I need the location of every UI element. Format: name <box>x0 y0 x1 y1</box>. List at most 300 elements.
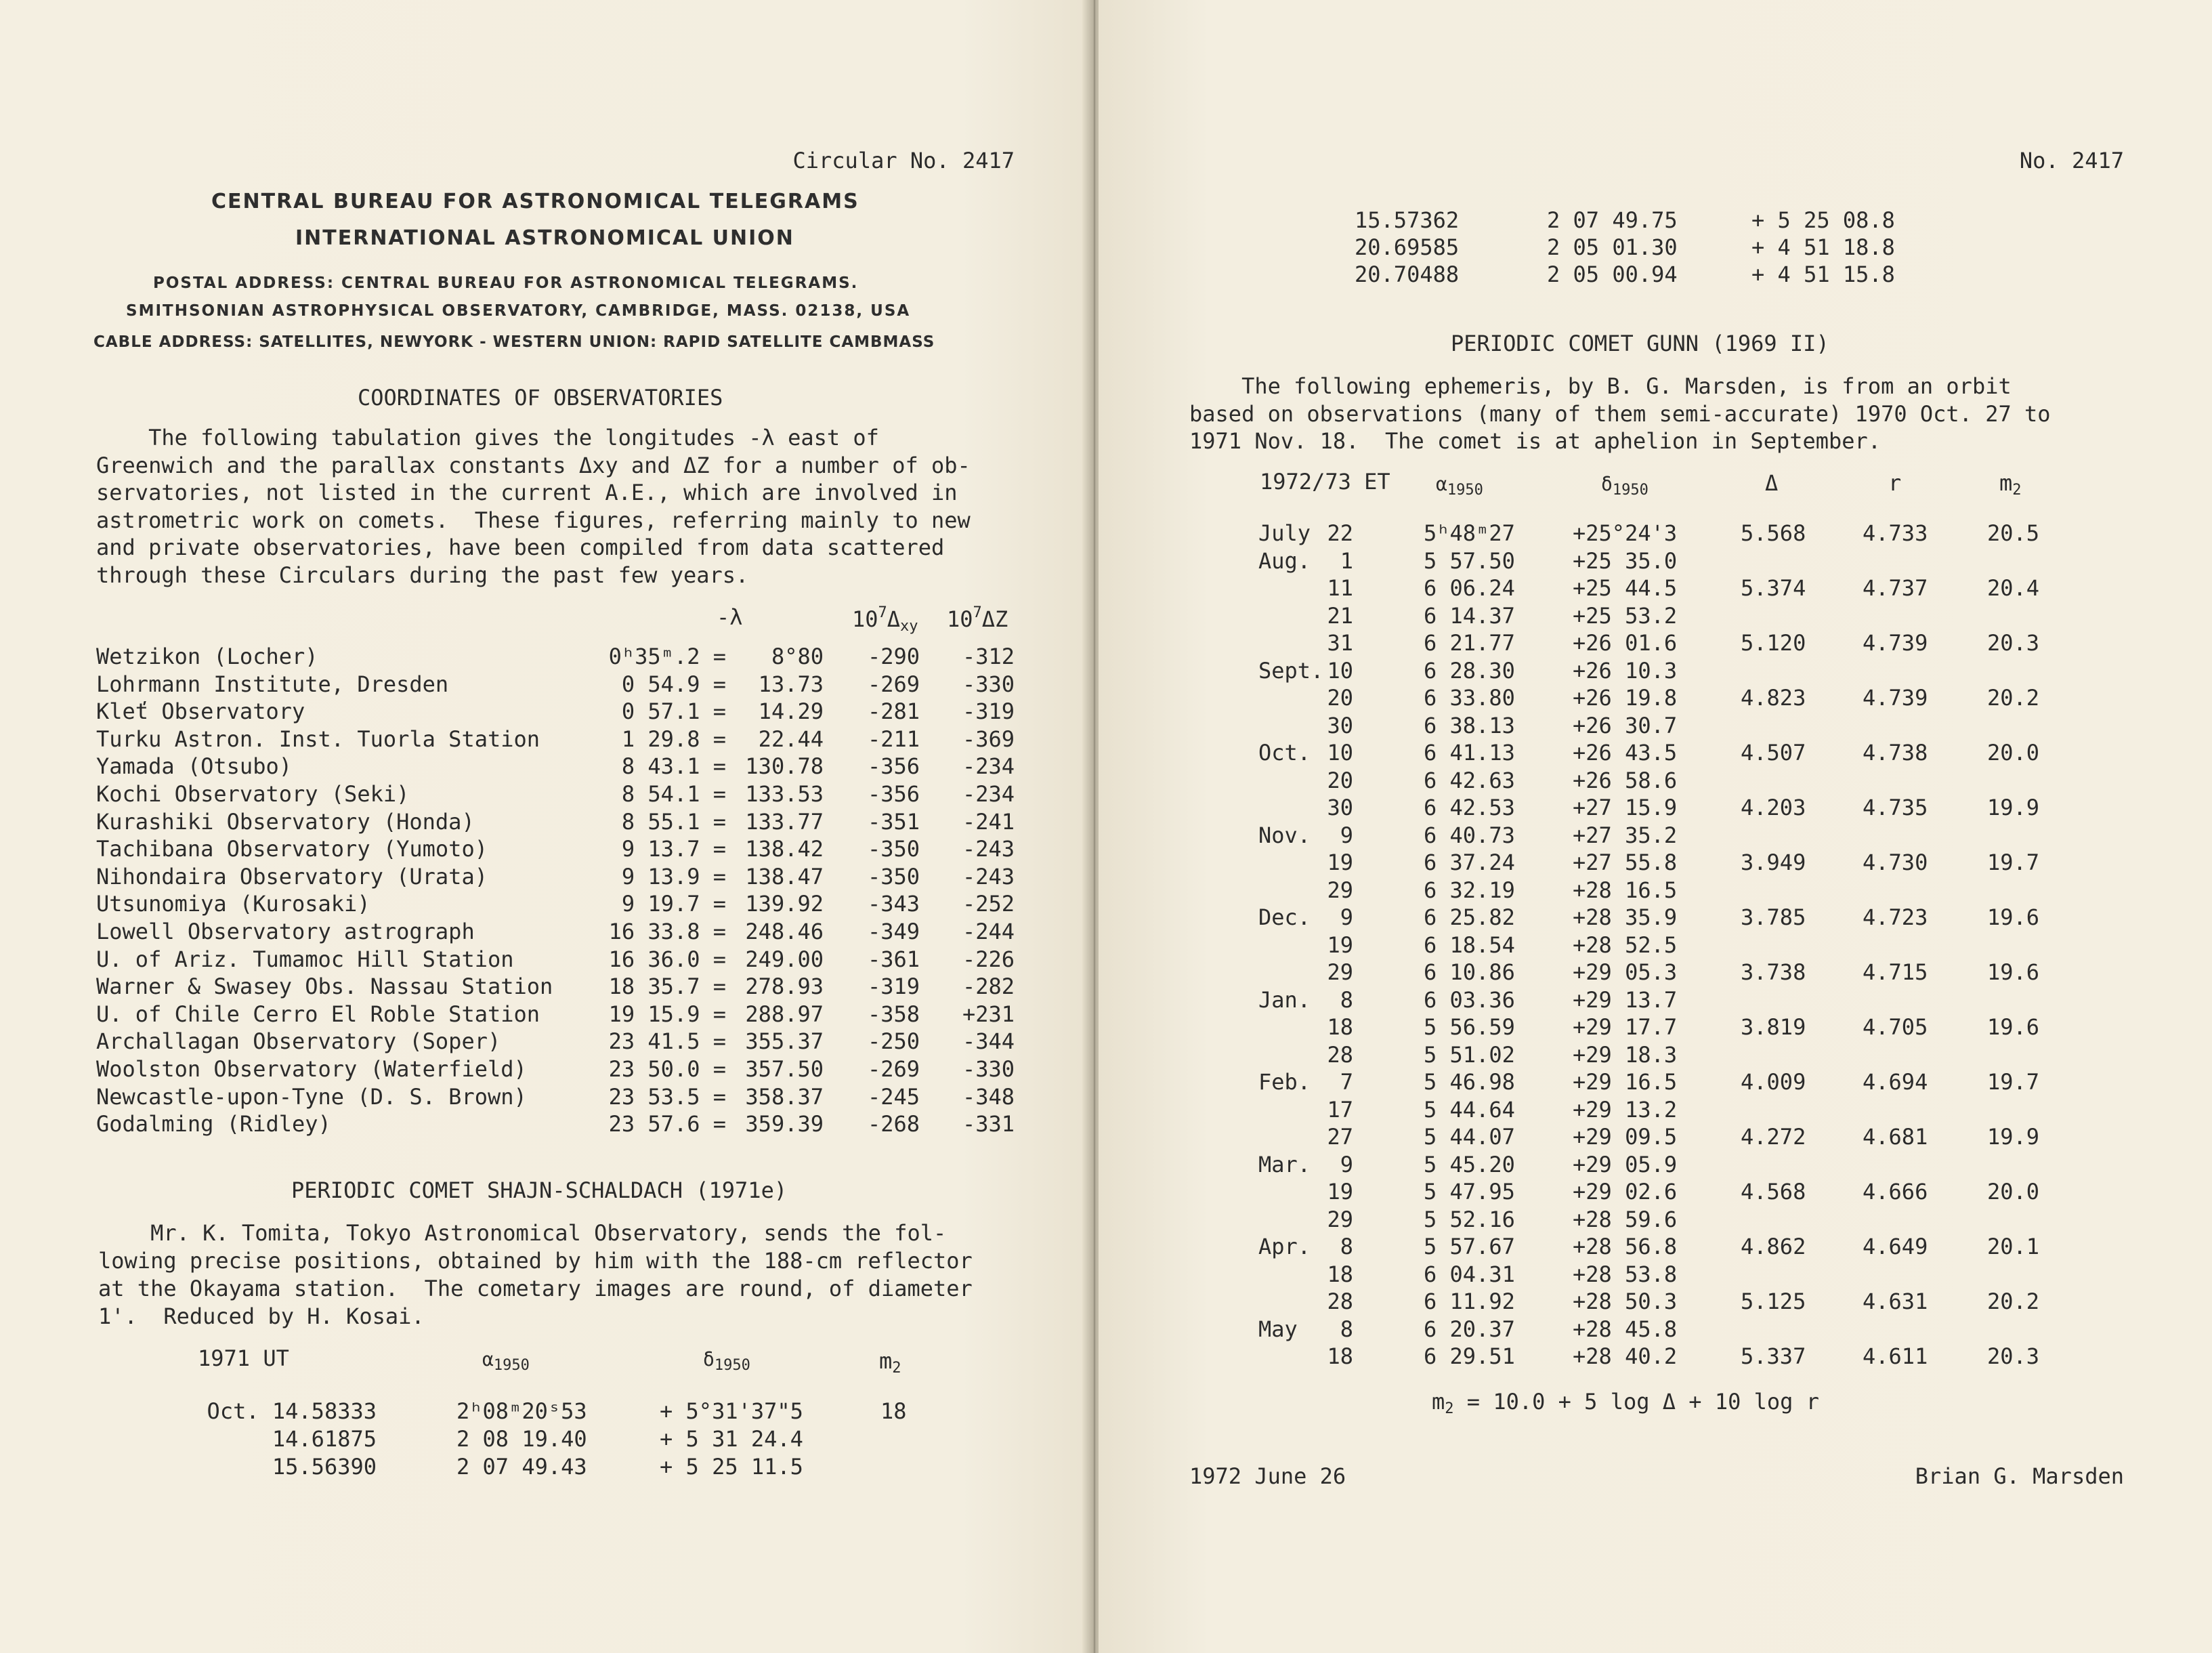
shajn-paragraph <box>98 1219 973 1331</box>
day: 19 <box>1327 932 1353 958</box>
magnitude: 19.6 <box>1987 959 2040 985</box>
shajn-head-mag: $m_2$ <box>879 1348 901 1377</box>
table-row <box>1099 685 2212 712</box>
observation-time: 20.69585 <box>1355 234 1460 260</box>
longitude-degrees: 357.50 <box>745 1056 824 1082</box>
bureau-title: CENTRAL BUREAU FOR ASTRONOMICAL TELEGRAMS <box>211 190 859 213</box>
right-ascension: 5 45.20 <box>1424 1152 1515 1177</box>
declination: +29 05.3 <box>1573 959 1678 985</box>
observatory-name: Tachibana Observatory (Yumoto) <box>96 836 488 862</box>
longitude-degrees: 13.73 <box>758 671 824 697</box>
day: 10 <box>1327 658 1353 684</box>
declination: +27 15.9 <box>1573 795 1678 820</box>
table-row <box>1099 1069 2212 1096</box>
table-row <box>1099 575 2212 602</box>
day: 18 <box>1327 1014 1353 1040</box>
table-row <box>0 726 1092 753</box>
right-ascension: 6 41.13 <box>1424 740 1515 766</box>
table-row <box>0 1454 1092 1481</box>
table-row <box>1099 713 2212 740</box>
right-ascension: 5 46.98 <box>1424 1069 1515 1095</box>
longitude-degrees: 138.42 <box>745 836 824 862</box>
geocentric-distance: 4.009 <box>1741 1069 1806 1095</box>
parallax-dxy: -250 <box>867 1028 920 1054</box>
observatory-name: Lohrmann Institute, Dresden <box>96 671 449 697</box>
heliocentric-distance: 4.705 <box>1863 1014 1928 1040</box>
shajn-head-delta: $\delta_{1950}$ <box>703 1348 750 1374</box>
table-row <box>0 919 1092 946</box>
geocentric-distance: 4.862 <box>1741 1234 1806 1259</box>
gunn-title: PERIODIC COMET GUNN (1969 II) <box>1451 331 1829 356</box>
geocentric-distance: 4.272 <box>1741 1124 1806 1150</box>
table-row <box>0 836 1092 863</box>
heliocentric-distance: 4.631 <box>1863 1289 1928 1314</box>
col-head-dxy: $10^7\Delta_{xy}$ <box>852 604 918 635</box>
table-row <box>1099 1042 2212 1069</box>
heliocentric-distance: 4.735 <box>1863 795 1928 820</box>
table-row <box>1099 932 2212 959</box>
table-row <box>1099 630 2212 657</box>
month: Jan. <box>1258 987 1311 1013</box>
shajn-head-alpha: $\alpha_{1950}$ <box>482 1348 530 1374</box>
heliocentric-distance: 4.611 <box>1863 1343 1928 1369</box>
magnitude: 20.2 <box>1987 685 2040 711</box>
right-ascension: 6 04.31 <box>1424 1261 1515 1287</box>
right-ascension: 2 08 19.40 <box>456 1426 587 1452</box>
longitude-degrees: 133.77 <box>745 809 824 835</box>
right-ascension: 6 42.53 <box>1424 795 1515 820</box>
right-ascension: 6 32.19 <box>1424 877 1515 903</box>
geocentric-distance: 4.507 <box>1741 740 1806 766</box>
longitude-degrees: 355.37 <box>745 1028 824 1054</box>
parallax-dxy: -269 <box>867 1056 920 1082</box>
observatories-paragraph-line: astrometric work on comets. These figures, referring mainly to new <box>96 507 971 533</box>
declination: +26 19.8 <box>1573 685 1678 711</box>
right-ascension: 6 10.86 <box>1424 959 1515 985</box>
day: 7 <box>1340 1069 1353 1095</box>
geocentric-distance: 4.203 <box>1741 795 1806 820</box>
day: 19 <box>1327 1179 1353 1205</box>
parallax-dz: -330 <box>962 671 1015 697</box>
parallax-dz: -241 <box>962 809 1015 835</box>
table-row <box>1099 234 2212 261</box>
geocentric-distance: 5.374 <box>1741 575 1806 601</box>
right-ascension: 2 05 00.94 <box>1547 261 1678 287</box>
parallax-dxy: -356 <box>867 753 920 779</box>
day: 20 <box>1327 685 1353 711</box>
observatories-title: COORDINATES OF OBSERVATORIES <box>358 385 723 411</box>
left-page <box>0 0 1092 1653</box>
table-row <box>1099 850 2212 877</box>
day: 22 <box>1327 520 1353 546</box>
geocentric-distance: 5.337 <box>1741 1343 1806 1369</box>
right-ascension: 5 44.07 <box>1424 1124 1515 1150</box>
day: 17 <box>1327 1097 1353 1123</box>
day: 29 <box>1327 1207 1353 1232</box>
observatory-name: Godalming (Ridley) <box>96 1111 331 1137</box>
heliocentric-distance: 4.738 <box>1863 740 1928 766</box>
geocentric-distance: 3.819 <box>1741 1014 1806 1040</box>
right-ascension: 6 06.24 <box>1424 575 1515 601</box>
right-ascension: 6 40.73 <box>1424 822 1515 848</box>
table-row <box>0 1084 1092 1111</box>
right-ascension: 5 44.64 <box>1424 1097 1515 1123</box>
longitude-degrees: 139.92 <box>745 891 824 917</box>
magnitude: 19.9 <box>1987 1124 2040 1150</box>
right-ascension: 6 28.30 <box>1424 658 1515 684</box>
right-ascension: 6 21.77 <box>1424 630 1515 656</box>
longitude-degrees: 130.78 <box>745 753 824 779</box>
right-ascension: 5 56.59 <box>1424 1014 1515 1040</box>
gunn-head-alpha: $\alpha_{1950}$ <box>1436 473 1483 499</box>
month: Feb. <box>1258 1069 1311 1095</box>
observation-time: 15.56390 <box>272 1454 377 1480</box>
day: 8 <box>1340 987 1353 1013</box>
day: 20 <box>1327 768 1353 793</box>
gunn-head-mag: $m_2$ <box>1999 470 2022 499</box>
day: 1 <box>1340 548 1353 574</box>
table-row <box>1099 904 2212 932</box>
day: 18 <box>1327 1343 1353 1369</box>
shajn-head-time: 1971 UT <box>198 1345 289 1371</box>
table-row <box>0 1028 1092 1055</box>
declination: +28 40.2 <box>1573 1343 1678 1369</box>
month: July <box>1258 520 1311 546</box>
observatory-name: Lowell Observatory astrograph <box>96 919 475 944</box>
table-row <box>0 891 1092 918</box>
table-row <box>0 1398 1092 1425</box>
longitude-degrees: 358.37 <box>745 1084 824 1110</box>
table-row <box>1099 1289 2212 1316</box>
parallax-dxy: -245 <box>867 1084 920 1110</box>
table-row <box>0 946 1092 974</box>
declination: + 4 51 18.8 <box>1751 234 1895 260</box>
declination: + 5 25 08.8 <box>1751 207 1895 233</box>
declination: +29 13.2 <box>1573 1097 1678 1123</box>
right-ascension: 6 18.54 <box>1424 932 1515 958</box>
geocentric-distance: 5.568 <box>1741 520 1806 546</box>
shajn-paragraph-line: 1'. Reduced by H. Kosai. <box>98 1303 425 1329</box>
day: 18 <box>1327 1261 1353 1287</box>
parallax-dz: -312 <box>962 644 1015 669</box>
table-row <box>0 974 1092 1001</box>
magnitude: 18 <box>880 1398 907 1424</box>
declination: +25 53.2 <box>1573 603 1678 629</box>
table-row <box>1099 822 2212 850</box>
magnitude: 20.0 <box>1987 740 2040 766</box>
table-row <box>1099 1316 2212 1343</box>
table-row <box>1099 768 2212 795</box>
shajn-title: PERIODIC COMET SHAJN-SCHALDACH (1971e) <box>291 1177 788 1203</box>
right-ascension: 6 37.24 <box>1424 850 1515 875</box>
observatory-name: U. of Chile Cerro El Roble Station <box>96 1001 540 1027</box>
observatories-paragraph-line: The following tabulation gives the longitudes -λ east of <box>96 425 879 451</box>
longitude-hours: 19 15.9 = <box>608 1001 726 1027</box>
circular-date: 1972 June 26 <box>1189 1463 1346 1489</box>
heliocentric-distance: 4.723 <box>1863 904 1928 930</box>
observatory-name: Kleť Observatory <box>96 698 305 724</box>
magnitude: 20.3 <box>1987 1343 2040 1369</box>
observation-time: 15.57362 <box>1355 207 1460 233</box>
declination: +29 17.7 <box>1573 1014 1678 1040</box>
heliocentric-distance: 4.737 <box>1863 575 1928 601</box>
day: 11 <box>1327 575 1353 601</box>
observatory-name: Newcastle-upon-Tyne (D. S. Brown) <box>96 1084 527 1110</box>
day: 8 <box>1340 1234 1353 1259</box>
right-ascension: 2ʰ08ᵐ20ˢ53 <box>456 1398 587 1424</box>
declination: +28 59.6 <box>1573 1207 1678 1232</box>
table-row <box>0 1001 1092 1028</box>
magnitude: 19.7 <box>1987 850 2040 875</box>
declination: +27 35.2 <box>1573 822 1678 848</box>
parallax-dz: -252 <box>962 891 1015 917</box>
declination: +26 01.6 <box>1573 630 1678 656</box>
observatory-name: U. of Ariz. Tumamoc Hill Station <box>96 946 514 972</box>
parallax-dxy: -211 <box>867 726 920 752</box>
table-row <box>0 644 1092 671</box>
right-ascension: 6 11.92 <box>1424 1289 1515 1314</box>
shajn-paragraph-line: at the Okayama station. The cometary images are round, of diameter <box>98 1276 973 1301</box>
longitude-hours: 0 54.9 = <box>621 671 726 697</box>
table-row <box>1099 795 2212 822</box>
table-row <box>1099 1343 2212 1370</box>
magnitude: 20.4 <box>1987 575 2040 601</box>
shajn-paragraph-line: Mr. K. Tomita, Tokyo Astronomical Observatory, sends the fol- <box>98 1220 947 1246</box>
magnitude: 19.7 <box>1987 1069 2040 1095</box>
observatory-name: Kurashiki Observatory (Honda) <box>96 809 475 835</box>
right-ascension: 5ʰ48ᵐ27 <box>1424 520 1515 546</box>
right-ascension: 5 57.67 <box>1424 1234 1515 1259</box>
observatories-paragraph <box>96 424 971 589</box>
right-ascension: 5 57.50 <box>1424 548 1515 574</box>
month: Dec. <box>1258 904 1311 930</box>
declination: + 4 51 15.8 <box>1751 261 1895 287</box>
longitude-hours: 8 54.1 = <box>621 781 726 807</box>
heliocentric-distance: 4.730 <box>1863 850 1928 875</box>
observatories-paragraph-line: through these Circulars during the past few years. <box>96 562 749 588</box>
col-head-lambda: -λ <box>717 604 743 630</box>
longitude-hours: 0 57.1 = <box>621 698 726 724</box>
right-ascension: 6 03.36 <box>1424 987 1515 1013</box>
magnitude: 19.6 <box>1987 1014 2040 1040</box>
col-head-dz: $10^7\Delta Z$ <box>947 604 1008 632</box>
table-row <box>1099 207 2212 234</box>
parallax-dz: -319 <box>962 698 1015 724</box>
longitude-hours: 23 50.0 = <box>608 1056 726 1082</box>
longitude-degrees: 248.46 <box>745 919 824 944</box>
observation-time: Oct. 14.58333 <box>207 1398 377 1424</box>
longitude-hours: 8 55.1 = <box>621 809 726 835</box>
longitude-hours: 23 41.5 = <box>608 1028 726 1054</box>
right-ascension: 5 47.95 <box>1424 1179 1515 1205</box>
longitude-hours: 23 53.5 = <box>608 1084 726 1110</box>
parallax-dxy: -319 <box>867 974 920 999</box>
gunn-head-delta: $\delta_{1950}$ <box>1601 473 1649 499</box>
month: Mar. <box>1258 1152 1311 1177</box>
declination: +25 44.5 <box>1573 575 1678 601</box>
table-row <box>0 781 1092 808</box>
table-row <box>1099 1014 2212 1041</box>
geocentric-distance: 4.823 <box>1741 685 1806 711</box>
parallax-dz: -243 <box>962 864 1015 890</box>
longitude-degrees: 22.44 <box>758 726 824 752</box>
parallax-dz: -348 <box>962 1084 1015 1110</box>
declination: +25°24'3 <box>1573 520 1678 546</box>
declination: + 5°31'37"5 <box>660 1398 803 1424</box>
longitude-degrees: 138.47 <box>745 864 824 890</box>
month: May <box>1258 1316 1298 1342</box>
observation-time: 14.61875 <box>272 1426 377 1452</box>
observatories-paragraph-line: Greenwich and the parallax constants Δxy and ΔZ for a number of ob- <box>96 452 971 478</box>
table-row <box>0 671 1092 698</box>
shajn-paragraph-line: lowing precise positions, obtained by him with the 188-cm reflector <box>98 1248 973 1274</box>
heliocentric-distance: 4.733 <box>1863 520 1928 546</box>
parallax-dz: -226 <box>962 946 1015 972</box>
longitude-degrees: 8°80 <box>771 644 824 669</box>
gunn-paragraph-line: 1971 Nov. 18. The comet is at aphelion in September. <box>1189 428 1881 454</box>
right-ascension: 6 20.37 <box>1424 1316 1515 1342</box>
day: 19 <box>1327 850 1353 875</box>
day: 31 <box>1327 630 1353 656</box>
parallax-dz: -282 <box>962 974 1015 999</box>
declination: +29 13.7 <box>1573 987 1678 1013</box>
observatory-name: Wetzikon (Locher) <box>96 644 318 669</box>
longitude-degrees: 249.00 <box>745 946 824 972</box>
table-row <box>0 809 1092 836</box>
gunn-paragraph-line: based on observations (many of them semi-accurate) 1970 Oct. 27 to <box>1189 400 2051 427</box>
observatories-paragraph-line: and private observatories, have been compiled from data scattered <box>96 535 945 560</box>
table-row <box>0 1111 1092 1138</box>
declination: +28 50.3 <box>1573 1289 1678 1314</box>
observatory-name: Nihondaira Observatory (Urata) <box>96 864 488 890</box>
table-row <box>1099 1152 2212 1179</box>
declination: + 5 25 11.5 <box>660 1454 803 1480</box>
declination: +26 43.5 <box>1573 740 1678 766</box>
signature: Brian G. Marsden <box>1915 1463 2124 1489</box>
observatory-name: Warner & Swasey Obs. Nassau Station <box>96 974 553 999</box>
day: 9 <box>1340 822 1353 848</box>
parallax-dz: -243 <box>962 836 1015 862</box>
parallax-dz: -234 <box>962 781 1015 807</box>
page-number: No. 2417 <box>2019 148 2124 173</box>
declination: +29 16.5 <box>1573 1069 1678 1095</box>
heliocentric-distance: 4.649 <box>1863 1234 1928 1259</box>
day: 21 <box>1327 603 1353 629</box>
month: Nov. <box>1258 822 1311 848</box>
table-row <box>0 1056 1092 1083</box>
longitude-hours: 18 35.7 = <box>608 974 726 999</box>
parallax-dxy: -290 <box>867 644 920 669</box>
right-ascension: 5 51.02 <box>1424 1042 1515 1068</box>
right-ascension: 2 07 49.75 <box>1547 207 1678 233</box>
day: 10 <box>1327 740 1353 766</box>
month: Aug. <box>1258 548 1311 574</box>
parallax-dz: -234 <box>962 753 1015 779</box>
day: 28 <box>1327 1042 1353 1068</box>
declination: +27 55.8 <box>1573 850 1678 875</box>
gunn-head-r: r <box>1888 470 1902 496</box>
heliocentric-distance: 4.694 <box>1863 1069 1928 1095</box>
observatories-paragraph-line: servatories, not listed in the current A.E., which are involved in <box>96 480 958 505</box>
parallax-dxy: -356 <box>867 781 920 807</box>
longitude-hours: 16 36.0 = <box>608 946 726 972</box>
parallax-dxy: -281 <box>867 698 920 724</box>
gunn-paragraph-line: The following ephemeris, by B. G. Marsden, is from an orbit <box>1189 373 2012 399</box>
day: 9 <box>1340 1152 1353 1177</box>
month: Apr. <box>1258 1234 1311 1259</box>
declination: +29 18.3 <box>1573 1042 1678 1068</box>
right-ascension: 6 14.37 <box>1424 603 1515 629</box>
longitude-hours: 9 19.7 = <box>621 891 726 917</box>
heliocentric-distance: 4.739 <box>1863 685 1928 711</box>
day: 9 <box>1340 904 1353 930</box>
parallax-dz: -330 <box>962 1056 1015 1082</box>
table-row <box>1099 520 2212 547</box>
right-ascension: 6 29.51 <box>1424 1343 1515 1369</box>
parallax-dxy: -343 <box>867 891 920 917</box>
right-ascension: 6 38.13 <box>1424 713 1515 738</box>
month: Sept. <box>1258 658 1324 684</box>
right-ascension: 6 42.63 <box>1424 768 1515 793</box>
table-row <box>1099 959 2212 986</box>
observatory-name: Kochi Observatory (Seki) <box>96 781 410 807</box>
longitude-degrees: 278.93 <box>745 974 824 999</box>
declination: +28 35.9 <box>1573 904 1678 930</box>
right-ascension: 6 25.82 <box>1424 904 1515 930</box>
declination: +25 35.0 <box>1573 548 1678 574</box>
heliocentric-distance: 4.739 <box>1863 630 1928 656</box>
day: 29 <box>1327 959 1353 985</box>
geocentric-distance: 5.125 <box>1741 1289 1806 1314</box>
longitude-hours: 9 13.7 = <box>621 836 726 862</box>
table-row <box>1099 987 2212 1014</box>
day: 27 <box>1327 1124 1353 1150</box>
observatory-name: Woolston Observatory (Waterfield) <box>96 1056 527 1082</box>
magnitude: 20.1 <box>1987 1234 2040 1259</box>
circular-number: Circular No. 2417 <box>792 148 1015 173</box>
magnitude: 20.3 <box>1987 630 2040 656</box>
declination: +29 09.5 <box>1573 1124 1678 1150</box>
parallax-dxy: -351 <box>867 809 920 835</box>
table-row <box>1099 877 2212 904</box>
declination: +28 53.8 <box>1573 1261 1678 1287</box>
table-row <box>1099 1234 2212 1261</box>
geocentric-distance: 3.738 <box>1741 959 1806 985</box>
declination: + 5 31 24.4 <box>660 1426 803 1452</box>
declination: +26 30.7 <box>1573 713 1678 738</box>
longitude-degrees: 288.97 <box>745 1001 824 1027</box>
right-page <box>1099 0 2212 1653</box>
parallax-dxy: -350 <box>867 864 920 890</box>
parallax-dz: -369 <box>962 726 1015 752</box>
gunn-head-Delta: Δ <box>1765 470 1779 496</box>
postal-address-2: SMITHSONIAN ASTROPHYSICAL OBSERVATORY, CAMBRIDGE, MASS. 02138, USA <box>126 302 911 320</box>
right-ascension: 2 07 49.43 <box>456 1454 587 1480</box>
table-row <box>1099 1261 2212 1289</box>
longitude-hours: 1 29.8 = <box>621 726 726 752</box>
geocentric-distance: 5.120 <box>1741 630 1806 656</box>
observatory-name: Archallagan Observatory (Soper) <box>96 1028 501 1054</box>
observatory-name: Turku Astron. Inst. Tuorla Station <box>96 726 540 752</box>
declination: +29 05.9 <box>1573 1152 1678 1177</box>
longitude-hours: 16 33.8 = <box>608 919 726 944</box>
table-row <box>1099 548 2212 575</box>
right-ascension: 5 52.16 <box>1424 1207 1515 1232</box>
longitude-degrees: 359.39 <box>745 1111 824 1137</box>
magnitude: 20.0 <box>1987 1179 2040 1205</box>
gunn-head-time: 1972/73 ET <box>1260 469 1390 495</box>
declination: +28 16.5 <box>1573 877 1678 903</box>
